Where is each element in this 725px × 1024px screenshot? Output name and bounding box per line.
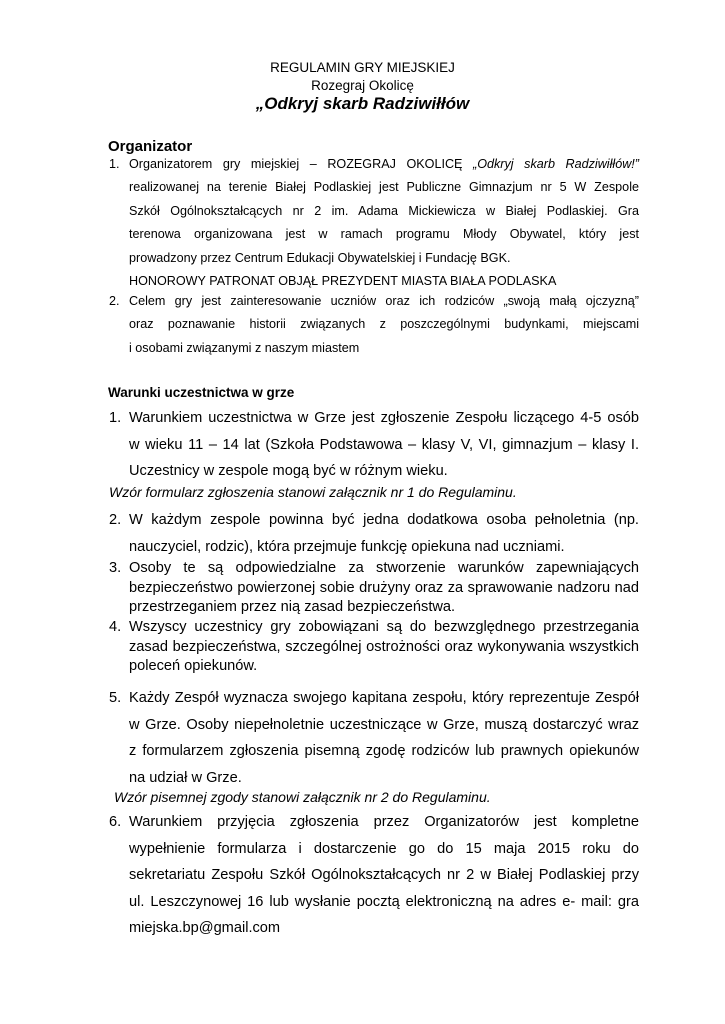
section-heading-conditions: Warunki uczestnictwa w grze	[108, 385, 295, 400]
paragraph-line: Warunkiem uczestnictwa w Grze jest zgłoszenie Zespołu liczącego 4-5 osób	[129, 410, 639, 426]
list-number: 6.	[109, 814, 122, 830]
conditions-item-1	[109, 405, 639, 485]
paragraph-line: terenowa organizowana jest w ramach programu Młody Obywatel, który jest	[129, 227, 639, 242]
attachment-note-1: Wzór formularz zgłoszenia stanowi załącznik nr 1 do Regulaminu.	[109, 484, 517, 500]
paragraph-line: ul. Leszczynowej 16 lub wysłanie pocztą elektroniczną na adres e- mail: gra	[129, 893, 639, 910]
section-heading-organizer: Organizator	[108, 138, 193, 155]
conditions-item-3	[109, 559, 639, 618]
paragraph-line: Warunkiem przyjęcia zgłoszenia przez Organizatorów jest kompletne	[129, 814, 639, 830]
conditions-item-6	[109, 809, 639, 942]
list-number: 1.	[109, 410, 122, 426]
paragraph-line: prowadzony przez Centrum Edukacji Obywatelskiej i Fundację BGK.	[129, 250, 511, 265]
paragraph-line: Organizatorem gry miejskiej – ROZEGRAJ OKOLICĘ „Odkryj skarb Radziwiłłów!”	[129, 157, 639, 171]
attachment-note-2: Wzór pisemnej zgody stanowi załącznik nr 2 do Regulaminu.	[114, 789, 491, 805]
paragraph-line: Każdy Zespół wyznacza swojego kapitana zespołu, który reprezentuje Zespół	[129, 690, 639, 706]
email-address: miejska.bp@gmail.com	[129, 920, 281, 936]
paragraph-line: Uczestnicy w zespole mogą być w różnym wieku.	[129, 463, 448, 479]
paragraph-line: w Grze. Osoby niepełnoletnie uczestniczące w Grze, muszą dostarczyć wraz	[129, 716, 639, 733]
document-subtitle: Rozegraj Okolicę	[311, 78, 414, 93]
paragraph-line: oraz poznawanie historii związanych z poszczególnymi budynkami, miejscami	[129, 317, 639, 332]
paragraph-line: zasad bezpieczeństwa, szczególnej ostrożności oraz wykonywania wszystkich	[129, 638, 639, 655]
conditions-item-2	[109, 507, 639, 560]
paragraph-line: Szkół Ogólnokształcących nr 2 im. Adama Mickiewicza w Białej Podlaskiej. Gra	[129, 203, 639, 218]
paragraph-line: z formularzem zgłoszenia pisemną zgodę rodziców lub prawnych opiekunów	[129, 743, 639, 759]
paragraph-line: przestrzeganiem przez nią zasad bezpieczeństwa.	[129, 599, 456, 615]
paragraph-line: wypełnienie formularza i dostarczenie go do 15 maja 2015 roku do	[129, 840, 639, 857]
list-number: 2.	[109, 512, 122, 528]
honorary-patronage: HONOROWY PATRONAT OBJĄŁ PREZYDENT MIASTA BIAŁA PODLASKA	[129, 274, 557, 289]
paragraph-line: w wieku 11 – 14 lat (Szkoła Podstawowa – klasy V, VI, gimnazjum – klasy I.	[129, 436, 639, 453]
paragraph-line: nauczyciel, rodzic), która przejmuje funkcję opiekuna nad uczniami.	[129, 538, 565, 555]
list-number: 1.	[109, 157, 120, 171]
organizer-item-2	[109, 290, 639, 360]
list-number: 3.	[109, 560, 122, 576]
paragraph-line: na udział w Grze.	[129, 769, 242, 786]
game-name: „Odkryj skarb Radziwiłłów	[255, 94, 470, 113]
paragraph-line: realizowanej na terenie Białej Podlaskiej jest Publiczne Gimnazjum nr 5 W Zespole	[129, 180, 639, 195]
paragraph-line: Osoby te są odpowiedzialne za stworzenie warunków zapewniających	[129, 560, 639, 576]
conditions-item-4	[109, 618, 639, 677]
list-number: 5.	[109, 690, 122, 706]
paragraph-line: bezpieczeństwo powierzonej sobie drużyny oraz za sprawowanie nadzoru nad	[129, 579, 639, 596]
paragraph-line: Wszyscy uczestnicy gry zobowiązani są do bezwzględnego przestrzegania	[129, 619, 639, 635]
paragraph-line: poleceń opiekunów.	[129, 658, 258, 674]
conditions-item-5	[109, 685, 639, 791]
paragraph-line: W każdym zespole powinna być jedna dodatkowa osoba pełnoletnia (np.	[129, 512, 639, 528]
document-title: REGULAMIN GRY MIEJSKIEJ	[270, 60, 455, 75]
paragraph-line: sekretariatu Zespołu Szkół Ogólnokształcących nr 2 w Białej Podlaskiej przy	[129, 867, 639, 883]
list-number: 4.	[109, 619, 122, 635]
organizer-item-1	[109, 153, 639, 293]
paragraph-line: i osobami związanymi z naszym miastem	[129, 340, 360, 355]
paragraph-line: Celem gry jest zainteresowanie uczniów oraz ich rodziców „swoją małą ojczyzną”	[129, 294, 639, 308]
list-number: 2.	[109, 294, 120, 308]
